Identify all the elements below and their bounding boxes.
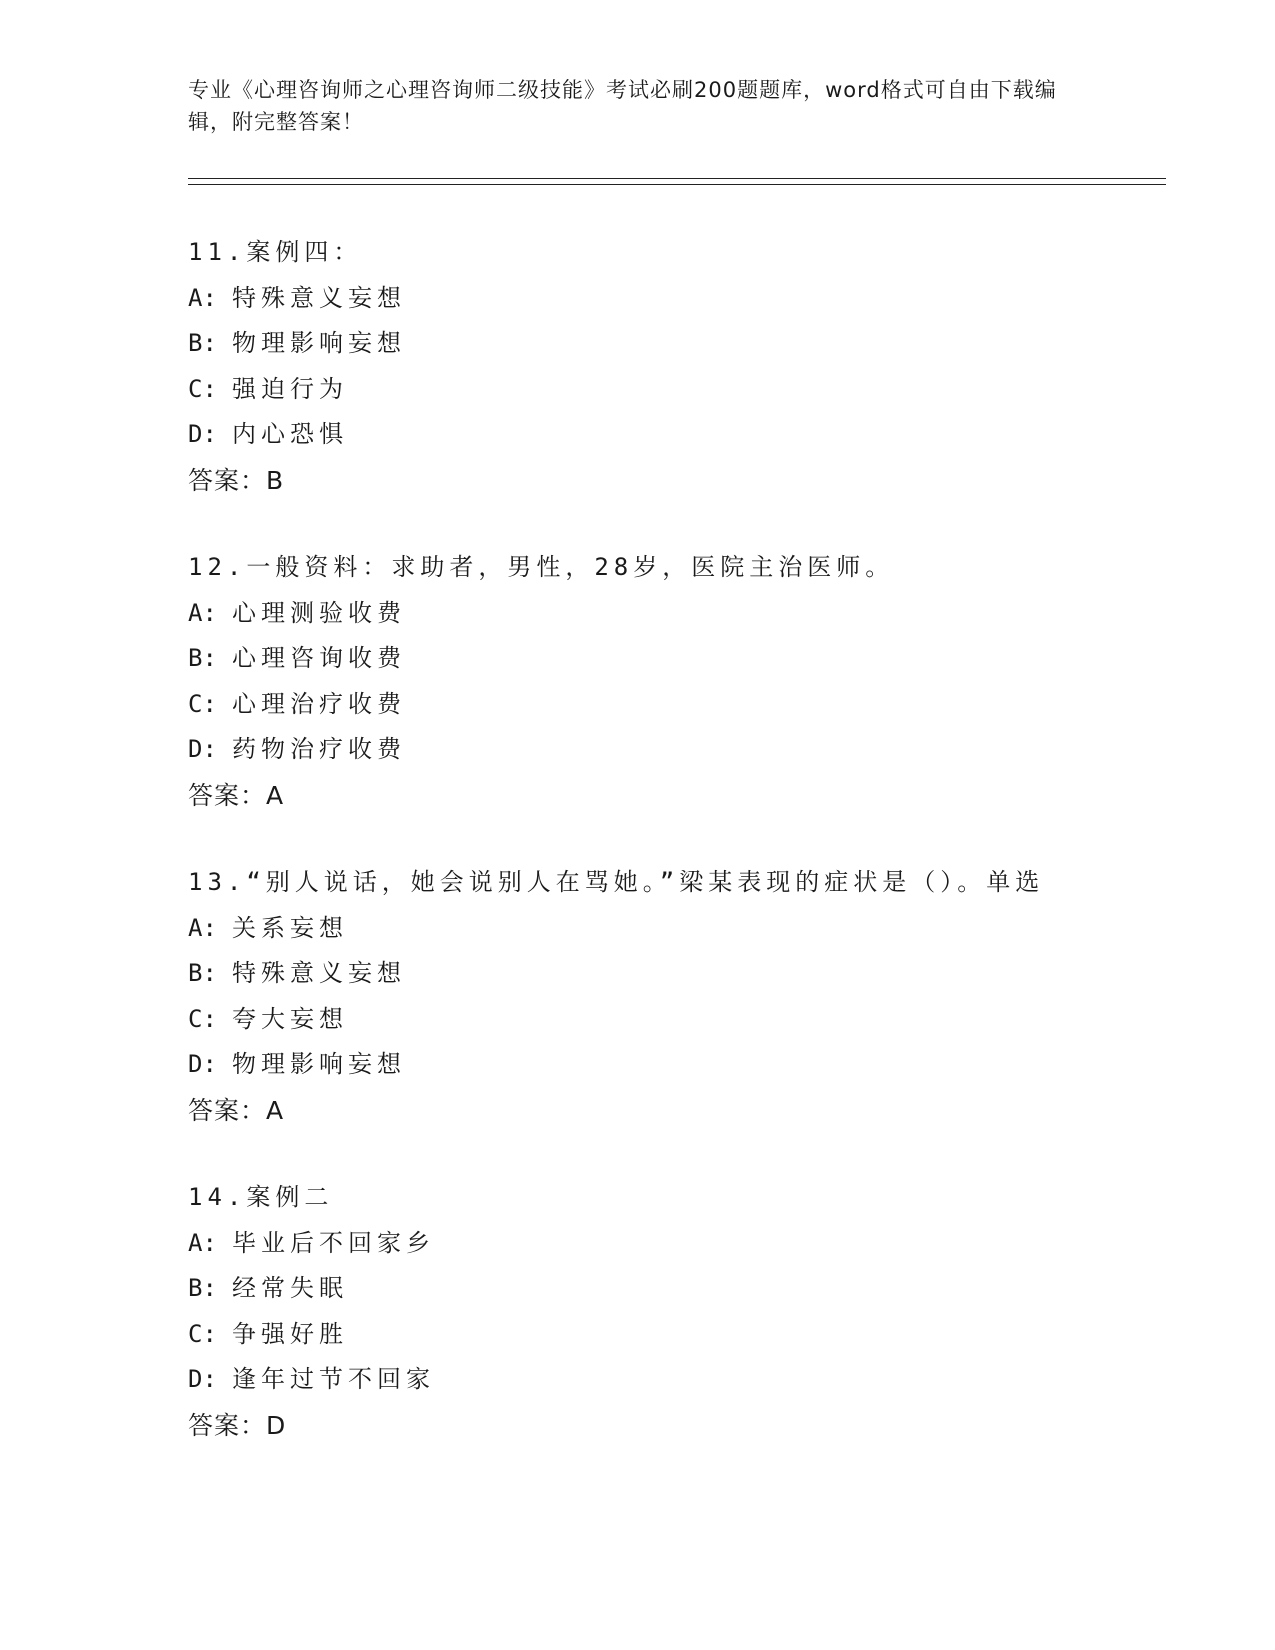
option-text: 毕业后不回家乡 bbox=[232, 1228, 435, 1257]
option-c bbox=[188, 682, 1168, 728]
option-text: 心理咨询收费 bbox=[232, 644, 406, 672]
question-12 bbox=[188, 545, 1168, 818]
document-header: 专业《心理咨询师之心理咨询师二级技能》考试必刷200题题库，word格式可自由下载编辑，附完整答案！ bbox=[188, 78, 1057, 134]
option-text: 药物治疗收费 bbox=[232, 735, 406, 763]
option-key: B: bbox=[188, 1274, 217, 1302]
question-title: 12.一般资料：求助者，男性，28岁，医院主治医师。 bbox=[188, 553, 895, 581]
question-title: 13.“别人说话，她会说别人在骂她。”梁某表现的症状是（）。单选 bbox=[188, 868, 1045, 896]
option-text: 逢年过节不回家 bbox=[232, 1365, 435, 1393]
option-text: 物理影响妄想 bbox=[232, 329, 406, 357]
option-a bbox=[188, 1221, 1168, 1267]
option-text: 争强好胜 bbox=[232, 1319, 348, 1348]
option-b bbox=[188, 1266, 1168, 1312]
option-text: 特殊意义妄想 bbox=[232, 283, 406, 312]
question-13 bbox=[188, 860, 1168, 1133]
answer-line: 答案：A bbox=[188, 780, 285, 810]
question-14 bbox=[188, 1175, 1168, 1448]
option-text: 关系妄想 bbox=[232, 913, 348, 942]
option-c bbox=[188, 1312, 1168, 1358]
option-key: C: bbox=[188, 1004, 217, 1033]
option-key: D: bbox=[188, 1050, 217, 1078]
option-b bbox=[188, 321, 1168, 367]
option-text: 物理影响妄想 bbox=[232, 1050, 406, 1078]
option-key: A: bbox=[188, 283, 217, 312]
option-b bbox=[188, 951, 1168, 997]
option-key: D: bbox=[188, 420, 217, 448]
answer-line: 答案：A bbox=[188, 1095, 285, 1125]
option-c bbox=[188, 997, 1168, 1043]
option-key: C: bbox=[188, 374, 217, 403]
option-key: B: bbox=[188, 644, 217, 672]
option-d bbox=[188, 727, 1168, 773]
option-key: C: bbox=[188, 689, 217, 718]
question-11 bbox=[188, 230, 1168, 503]
option-b bbox=[188, 636, 1168, 682]
option-key: D: bbox=[188, 735, 217, 763]
answer-line: 答案：B bbox=[188, 465, 285, 495]
option-text: 夸大妄想 bbox=[232, 1004, 348, 1033]
option-a bbox=[188, 591, 1168, 637]
option-text: 特殊意义妄想 bbox=[232, 959, 406, 987]
option-key: C: bbox=[188, 1319, 217, 1348]
option-c bbox=[188, 367, 1168, 413]
header-double-rule bbox=[188, 178, 1166, 185]
question-title: 14.案例二 bbox=[188, 1183, 334, 1211]
option-text: 内心恐惧 bbox=[232, 420, 348, 448]
option-key: A: bbox=[188, 598, 217, 627]
option-text: 心理治疗收费 bbox=[232, 689, 406, 718]
option-text: 强迫行为 bbox=[232, 374, 348, 403]
option-d bbox=[188, 412, 1168, 458]
option-key: A: bbox=[188, 1228, 217, 1257]
option-a bbox=[188, 906, 1168, 952]
option-key: D: bbox=[188, 1365, 217, 1393]
option-key: B: bbox=[188, 959, 217, 987]
option-key: B: bbox=[188, 329, 217, 357]
option-d bbox=[188, 1357, 1168, 1403]
option-key: A: bbox=[188, 913, 217, 942]
option-text: 经常失眠 bbox=[232, 1274, 348, 1302]
option-d bbox=[188, 1042, 1168, 1088]
option-a bbox=[188, 276, 1168, 322]
answer-line: 答案：D bbox=[188, 1410, 287, 1440]
question-title: 11.案例四： bbox=[188, 238, 363, 266]
option-text: 心理测验收费 bbox=[232, 598, 406, 627]
